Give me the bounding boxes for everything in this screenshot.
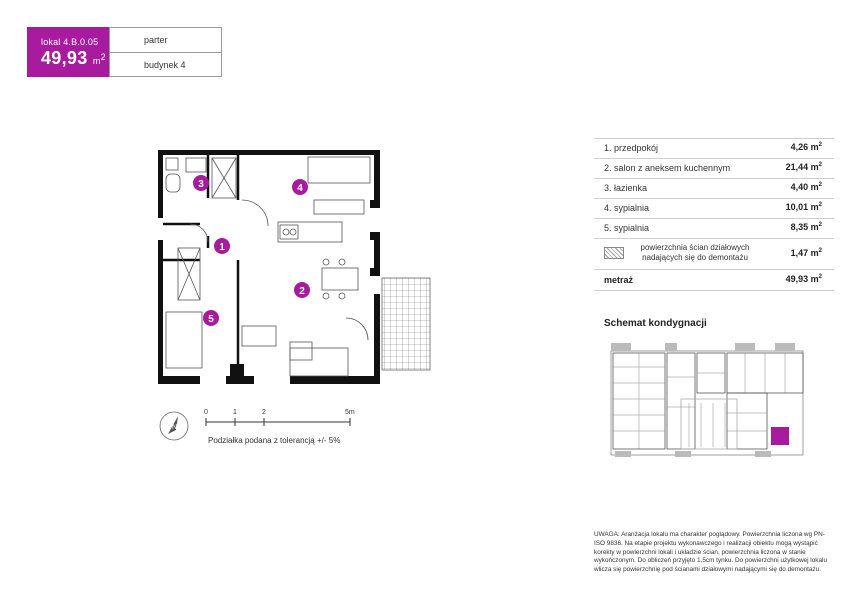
room-badges xyxy=(193,175,310,326)
disclaimer-note: UWAGA: Aranżacja lokalu ma charakter poglądowy. Powierzchnia liczona wg PN-ISO 9836. Na etapie projektu wykonawczego i realizacji obiektu mogą wystąpić korekty w powierzchni lokali i układzie ścian, powierzchnia liczona w stanie wykończonym. Do obliczeń przyjęto 1,5cm tynku. Do powierzchni użytkowej lokalu wlicza się powierzchnię pod ścianami działowymi nadającymi się do demontażu. xyxy=(594,531,828,574)
room-label-2: 2 xyxy=(299,286,305,297)
floor-plan xyxy=(150,140,440,390)
schemat-title: Schemat kondygnacji xyxy=(604,318,707,329)
scale-tick-5m: 5m xyxy=(345,409,355,416)
total-row: metraż 49,93 $m^2$ xyxy=(594,270,834,291)
hatch-swatch xyxy=(604,247,624,259)
room-row: 4. sypialnia 10,01 $m^2$ xyxy=(594,199,834,219)
highlighted-unit xyxy=(771,427,789,445)
balcony xyxy=(382,278,430,370)
demountable-walls-row: powierzchnia ścian działowych nadających się do demontażu 1,47 $m^2$ xyxy=(594,239,834,270)
room-row: 1. przedpokój 4,26 $m^2$ xyxy=(594,139,834,159)
room-area-table xyxy=(594,138,834,291)
unit-header-badge xyxy=(27,27,109,77)
room-label-1: 1 xyxy=(219,242,225,253)
scale-note: Podziałka podana z tolerancją +/- 5% xyxy=(208,436,341,445)
room-row: 2. salon z aneksem kuchennym 21,44 $m^2$ xyxy=(594,159,834,179)
room-row: 5. sypialnia 8,35 $m^2$ xyxy=(594,219,834,239)
outer-walls xyxy=(158,150,380,384)
floor-label: parter xyxy=(144,35,168,45)
building-label: budynek 4 xyxy=(144,60,186,70)
svg-text:N: N xyxy=(172,424,178,431)
fixtures xyxy=(166,157,370,376)
room-label-3: 3 xyxy=(198,179,204,190)
compass-icon xyxy=(160,412,188,440)
room-row: 3. łazienka 4,40 $m^2$ xyxy=(594,179,834,199)
unit-location-box xyxy=(109,27,222,77)
scale-tick-1: 1 xyxy=(233,409,237,416)
scale-tick-0: 0 xyxy=(204,409,208,416)
floor-schematic xyxy=(605,337,811,461)
room-label-5: 5 xyxy=(208,314,214,325)
scale-tick-2: 2 xyxy=(262,409,266,416)
room-label-4: 4 xyxy=(297,183,303,194)
unit-id-label: lokal 4.B.0.05 xyxy=(41,37,99,47)
unit-area: 49,93 $m^2$ xyxy=(41,48,106,68)
